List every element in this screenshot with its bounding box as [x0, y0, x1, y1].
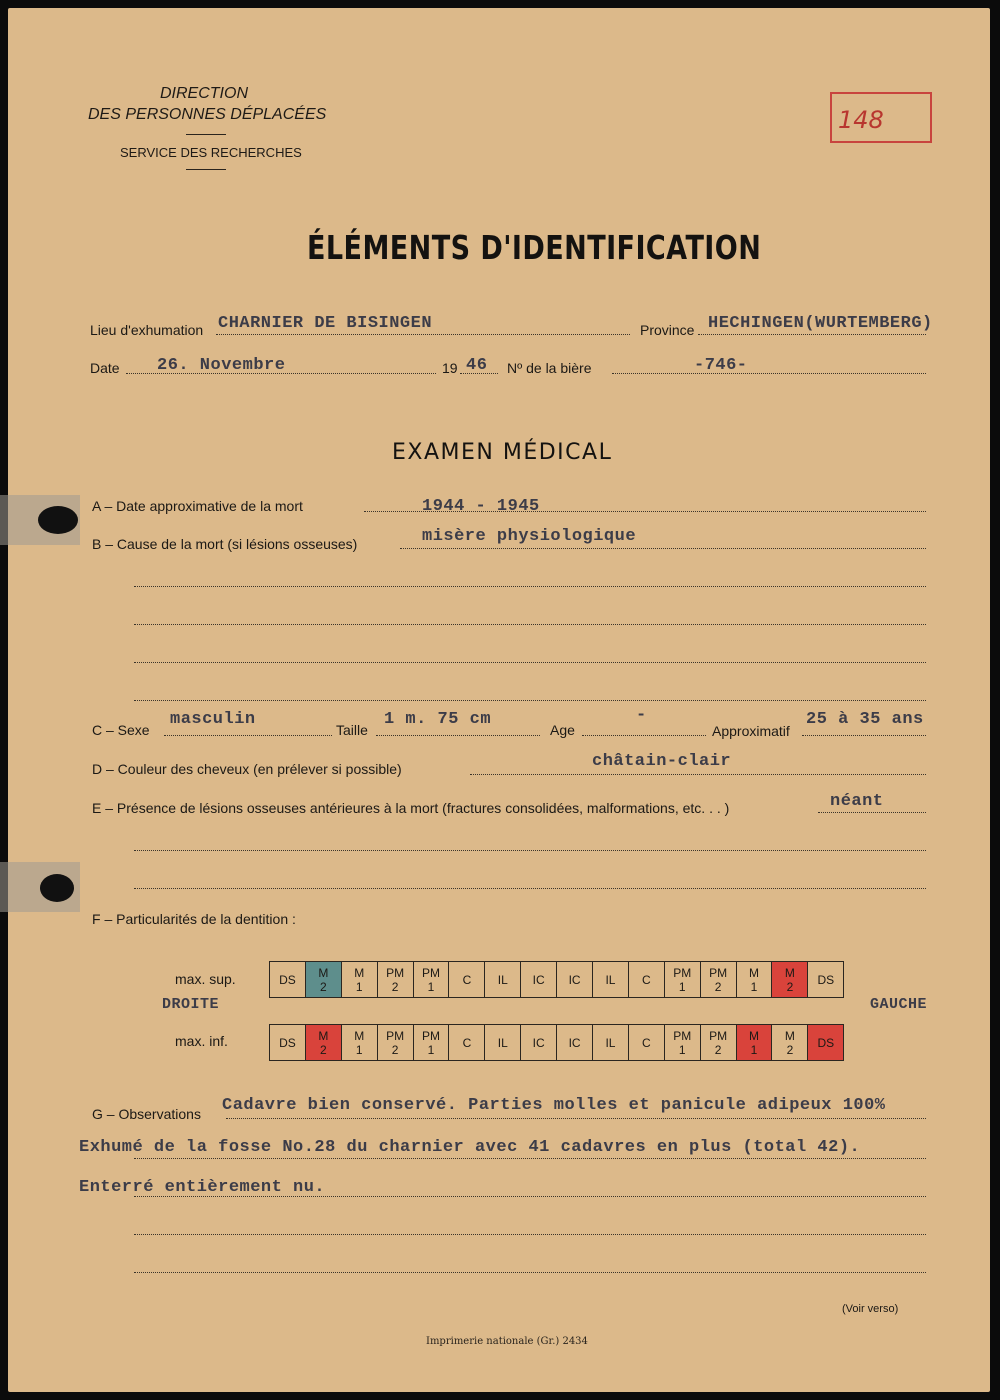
teeth-chart-upper [269, 961, 844, 998]
tooth-sup-5 [413, 962, 449, 998]
approx-label: Approximatif [712, 723, 790, 739]
tooth-sup-10 [593, 962, 629, 998]
section-g-label: G – Observations [92, 1106, 201, 1122]
tooth-type: M [354, 965, 365, 980]
observations-line-4 [134, 1234, 926, 1235]
tooth-sup-7 [485, 962, 521, 998]
tooth-number: 2 [391, 979, 399, 994]
tooth-number: 2 [786, 1042, 794, 1057]
tooth-inf-8 [521, 1025, 557, 1061]
date-value: 26. Novembre [157, 356, 286, 375]
sexe-value: masculin [170, 710, 256, 729]
tooth-type: PM [709, 965, 728, 980]
header-rule-2 [186, 169, 226, 170]
section-e-line [818, 812, 926, 813]
section-d-label: D – Couleur des cheveux (en prélever si possible) [92, 761, 402, 777]
observations-text-1: Cadavre bien conservé. Parties molles et panicule adipeux 100% [222, 1096, 886, 1115]
tooth-type: PM [673, 965, 692, 980]
tooth-inf-13 [700, 1025, 736, 1061]
section-b-label: B – Cause de la mort (si lésions osseuses) [92, 536, 358, 552]
tooth-number: 1 [678, 1042, 686, 1057]
tooth-type: PM [673, 1028, 692, 1043]
max-sup-label: max. sup. [175, 971, 236, 987]
tooth-type: M [354, 1028, 365, 1043]
tooth-inf-16 [808, 1025, 844, 1061]
date-label: Date [90, 360, 120, 376]
section-b-line [400, 548, 926, 549]
tooth-type: IC [568, 1035, 581, 1050]
droite-label: DROITE [162, 996, 220, 1013]
tooth-type: PM [386, 1028, 405, 1043]
tooth-inf-10 [593, 1025, 629, 1061]
gauche-label: GAUCHE [870, 996, 928, 1013]
tooth-type: M [318, 1028, 329, 1043]
tooth-sup-15 [772, 962, 808, 998]
section-b-line-4 [134, 662, 926, 663]
tooth-inf-4 [377, 1025, 413, 1061]
section-e-line-2 [134, 850, 926, 851]
biere-value: -746- [694, 356, 748, 375]
tooth-number: 2 [319, 1042, 327, 1057]
tooth-type: IC [532, 1035, 545, 1050]
tooth-type: IL [605, 1035, 616, 1050]
observations-text-3: Enterré entièrement nu. [79, 1178, 326, 1197]
year-value: 46 [466, 356, 488, 375]
header-rule-1 [186, 134, 226, 135]
approx-line [802, 735, 926, 736]
section-b-line-2 [134, 586, 926, 587]
taille-label: Taille [336, 722, 368, 738]
tooth-number: 2 [714, 1042, 722, 1057]
sexe-line [164, 735, 332, 736]
section-e-label: E – Présence de lésions osseuses antérieures à la mort (fractures consolidées, malformations, etc. . . ) [92, 800, 730, 816]
tooth-inf-3 [341, 1025, 377, 1061]
section-f-label: F – Particularités de la dentition : [92, 911, 296, 927]
age-line [582, 735, 706, 736]
imprimerie-note: Imprimerie nationale (Gr.) 2434 [426, 1336, 588, 1347]
page-title: ÉLÉMENTS D'IDENTIFICATION [307, 228, 762, 267]
observations-line-5 [134, 1272, 926, 1273]
tooth-inf-6 [449, 1025, 485, 1061]
tooth-type: C [462, 1035, 472, 1050]
tooth-type: IC [532, 972, 545, 987]
tooth-type: C [462, 972, 472, 987]
taille-value: 1 m. 75 cm [384, 710, 492, 729]
max-inf-label: max. inf. [175, 1033, 228, 1049]
tooth-type: DS [817, 972, 835, 987]
tooth-sup-4 [377, 962, 413, 998]
tooth-type: IL [605, 972, 616, 987]
province-line [698, 334, 926, 335]
lieu-label: Lieu d'exhumation [90, 322, 204, 338]
section-e-value: néant [830, 792, 884, 811]
tooth-type: M [749, 965, 760, 980]
punch-hole-top [38, 506, 78, 534]
tooth-sup-3 [341, 962, 377, 998]
observations-line-1 [226, 1118, 926, 1119]
tooth-sup-11 [628, 962, 664, 998]
tooth-sup-16 [808, 962, 844, 998]
header-personnes: DES PERSONNES DÉPLACÉES [88, 106, 327, 123]
observations-line-2 [134, 1158, 926, 1159]
tooth-sup-13 [700, 962, 736, 998]
tooth-type: DS [817, 1035, 835, 1050]
tooth-number: 1 [750, 979, 758, 994]
tooth-type: DS [279, 1035, 296, 1050]
tooth-number: 2 [391, 1042, 399, 1057]
tooth-number: 2 [714, 979, 722, 994]
approx-value: 25 à 35 ans [806, 710, 924, 729]
tooth-sup-9 [557, 962, 593, 998]
tooth-inf-5 [413, 1025, 449, 1061]
biere-label: Nº de la bière [507, 360, 592, 376]
tooth-inf-15 [772, 1025, 808, 1061]
tooth-sup-14 [736, 962, 772, 998]
tooth-type: M [784, 1028, 795, 1043]
tooth-number: 1 [678, 979, 686, 994]
section-c-label: C – Sexe [92, 722, 150, 738]
tooth-type: PM [386, 965, 405, 980]
stamp-number: 148 [838, 106, 884, 134]
tooth-sup-6 [449, 962, 485, 998]
tooth-number: 1 [750, 1042, 758, 1057]
tooth-sup-2 [305, 962, 341, 998]
tooth-type: IC [568, 972, 581, 987]
tooth-number: 1 [427, 979, 435, 994]
tooth-number: 1 [355, 1042, 363, 1057]
tooth-type: DS [279, 972, 296, 987]
tooth-type: IL [497, 972, 508, 987]
section-b-line-3 [134, 624, 926, 625]
age-label: Age [550, 722, 575, 738]
voir-verso: (Voir verso) [842, 1303, 899, 1315]
section-e-line-3 [134, 888, 926, 889]
section-d-value: châtain-clair [592, 752, 732, 771]
observations-text-2: Exhumé de la fosse No.28 du charnier avec 41 cadavres en plus (total 42). [79, 1138, 861, 1157]
tooth-type: M [784, 965, 795, 980]
tooth-inf-2 [305, 1025, 341, 1061]
age-value: - [636, 706, 647, 725]
tooth-number: 2 [319, 979, 327, 994]
tooth-inf-11 [628, 1025, 664, 1061]
tooth-inf-12 [664, 1025, 700, 1061]
tooth-sup-1 [270, 962, 306, 998]
teeth-chart-lower [269, 1024, 844, 1061]
tooth-type: PM [709, 1028, 728, 1043]
tooth-inf-9 [557, 1025, 593, 1061]
tooth-type: C [642, 1035, 651, 1050]
tooth-number: 2 [786, 979, 794, 994]
tooth-type: M [749, 1028, 760, 1043]
section-b-line-5 [134, 700, 926, 701]
tooth-type: PM [422, 965, 440, 980]
tooth-type: M [318, 965, 329, 980]
tooth-type: C [642, 972, 651, 987]
taille-line [376, 735, 540, 736]
tooth-sup-12 [664, 962, 700, 998]
year-prefix: 19 [442, 360, 458, 376]
lieu-value: CHARNIER DE BISINGEN [218, 314, 433, 333]
tooth-number: 1 [355, 979, 363, 994]
tooth-inf-1 [270, 1025, 306, 1061]
header-service: SERVICE DES RECHERCHES [120, 145, 302, 160]
tooth-type: PM [422, 1028, 440, 1043]
punch-hole-bottom [40, 874, 74, 902]
header-direction: DIRECTION [160, 85, 248, 102]
section-b-value: misère physiologique [422, 527, 637, 546]
province-label: Province [640, 322, 695, 338]
tooth-inf-7 [485, 1025, 521, 1061]
tooth-inf-14 [736, 1025, 772, 1061]
province-value: HECHINGEN(WURTEMBERG) [708, 314, 933, 333]
tooth-number: 1 [427, 1042, 435, 1057]
lieu-line [216, 334, 630, 335]
biere-line [612, 373, 926, 374]
tooth-sup-8 [521, 962, 557, 998]
section-d-line [470, 774, 926, 775]
examen-title: EXAMEN MÉDICAL [392, 440, 613, 465]
tooth-type: IL [497, 1035, 508, 1050]
section-a-value: 1944 - 1945 [422, 497, 540, 516]
section-a-label: A – Date approximative de la mort [92, 498, 303, 514]
